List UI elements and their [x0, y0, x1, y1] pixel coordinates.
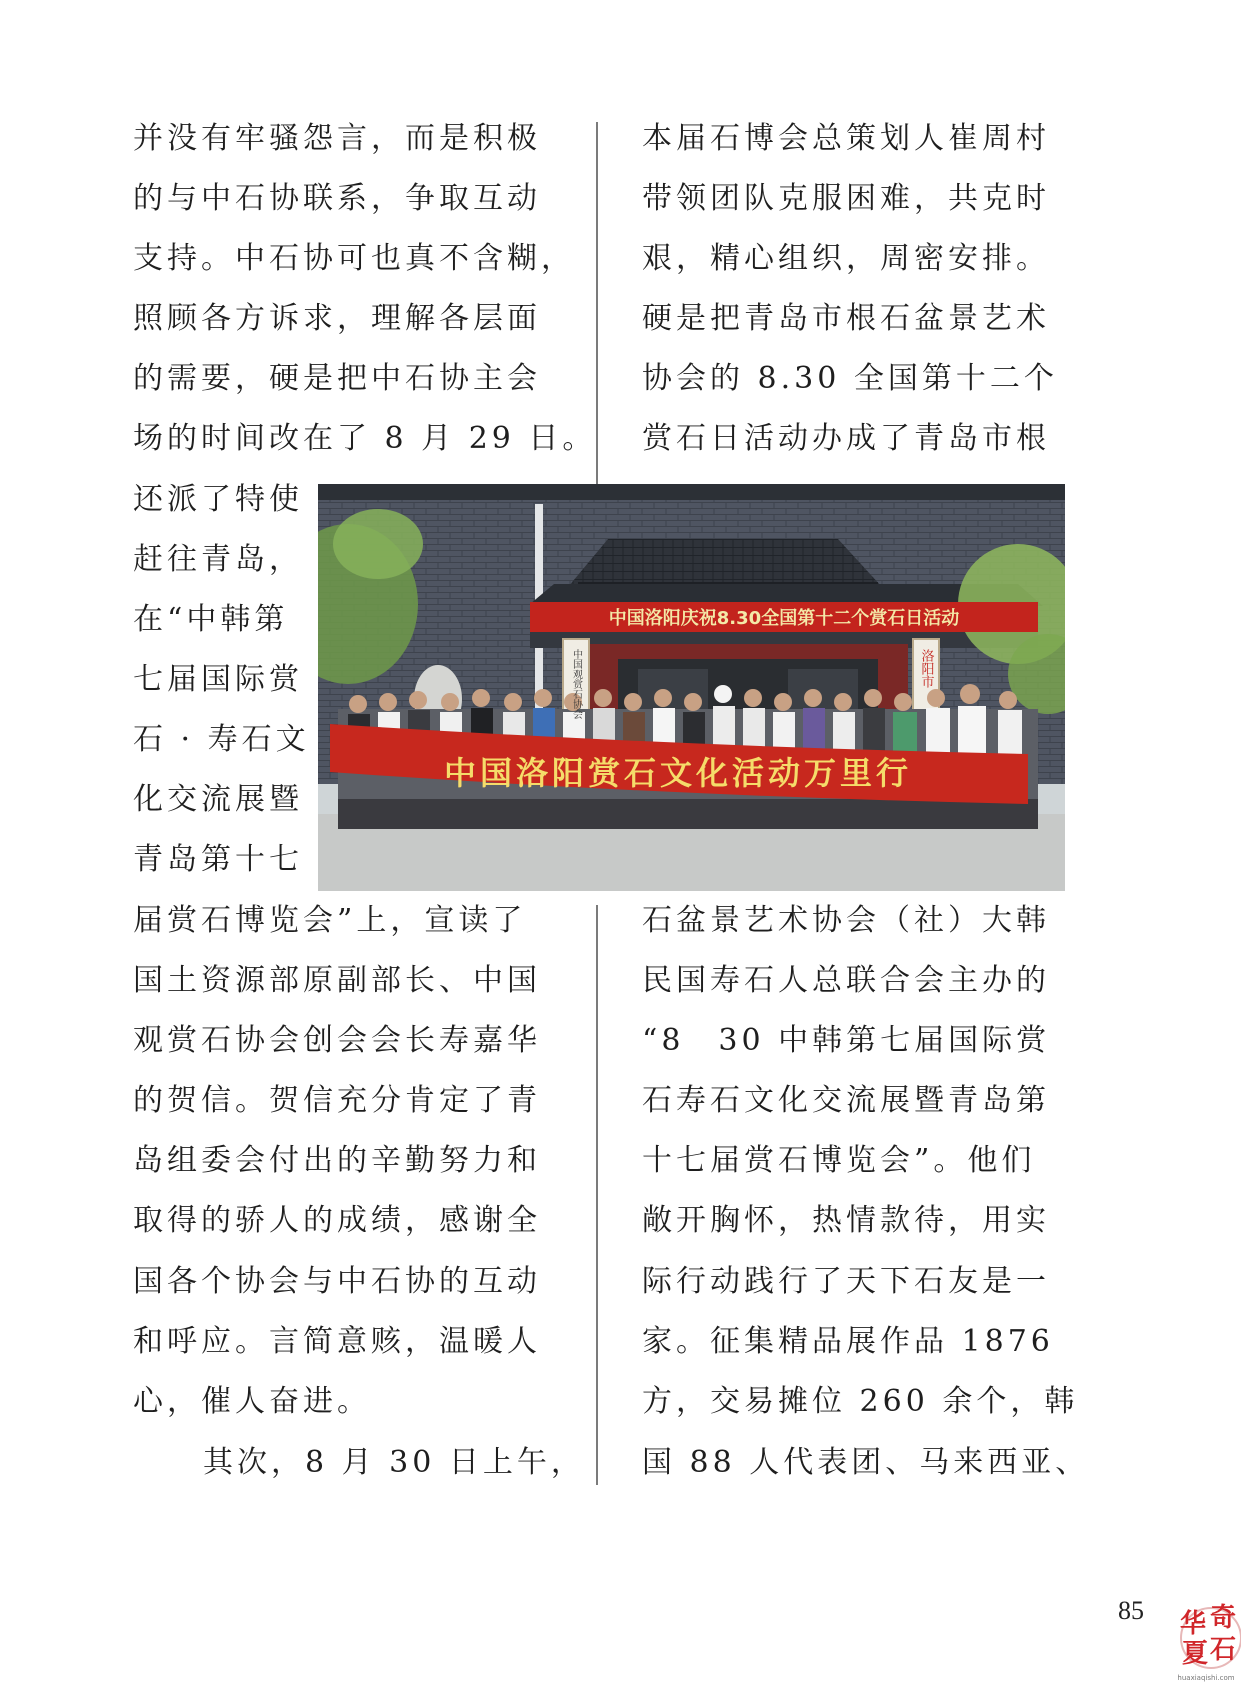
text-line: 家。征集精品展作品 1876	[642, 1324, 1054, 1359]
text-line: 的需要，硬是把中石协主会	[133, 361, 541, 396]
text-line: 七届国际赏	[133, 662, 303, 697]
text-line: 的与中石协联系，争取互动	[133, 181, 541, 216]
text-line: 带领团队克服困难，共克时	[642, 181, 1050, 216]
right-plaque-text: 洛阳市	[918, 649, 934, 688]
text-line: 心，催人奋进。	[133, 1384, 371, 1419]
text-line: 十七届赏石博览会”。他们	[642, 1143, 1036, 1178]
text-line: 支持。中石协可也真不含糊，	[133, 241, 575, 276]
text-line: 国各个协会与中石协的互动	[133, 1264, 541, 1299]
text-line: 还派了特使	[133, 482, 303, 517]
text-line: 的贺信。贺信充分肯定了青	[133, 1083, 541, 1118]
text-line: 石寿石文化交流展暨青岛第	[642, 1083, 1050, 1118]
watermark-char: 石	[1210, 1635, 1237, 1665]
text-line: 赏石日活动办成了青岛市根	[642, 421, 1050, 456]
text-line: 在“中韩第	[133, 602, 289, 637]
text-line: 协会的 8.30 全国第十二个	[642, 361, 1058, 396]
text-line: 民国寿石人总联合会主办的	[642, 963, 1050, 998]
text-line: 石盆景艺术协会（社）大韩	[642, 903, 1050, 938]
text-line: 敞开胸怀，热情款待，用实	[642, 1203, 1050, 1238]
watermark-seal	[1166, 1596, 1241, 1684]
text-line: 硬是把青岛市根石盆景艺术	[642, 301, 1050, 336]
watermark-char: 华	[1180, 1609, 1207, 1639]
text-line: 照顾各方诉求，理解各层面	[133, 301, 541, 336]
text-line: 并没有牢骚怨言，而是积极	[133, 121, 541, 156]
top-banner-text: 中国洛阳庆祝8.30全国第十二个赏石日活动	[608, 608, 960, 629]
watermark-url: huaxiaqishi.com	[1177, 1674, 1235, 1682]
text-line: 化交流展暨	[133, 782, 303, 817]
watermark-char: 夏	[1182, 1639, 1209, 1669]
group-photo	[318, 484, 1065, 891]
bottom-banner-text: 中国洛阳赏石文化活动万里行	[443, 754, 913, 792]
text-line: 岛组委会付出的辛勤努力和	[133, 1143, 541, 1178]
left-plaque-text: 中国观赏石协会	[570, 649, 582, 719]
text-line: 届赏石博览会”上，宣读了	[133, 903, 527, 938]
text-line: 青岛第十七	[133, 842, 303, 877]
text-line: 国土资源部原副部长、中国	[133, 963, 541, 998]
text-line: 赶往青岛，	[133, 542, 303, 577]
page-number: 85	[1118, 1596, 1144, 1625]
text-line: 取得的骄人的成绩，感谢全	[133, 1203, 541, 1238]
text-line: 方，交易摊位 260 余个，韩	[642, 1384, 1079, 1419]
text-line: 其次，8 月 30 日上午，	[203, 1445, 585, 1480]
column-divider	[596, 905, 598, 1485]
column-divider	[596, 122, 598, 484]
text-line: “8 30 中韩第七届国际赏	[642, 1023, 1051, 1058]
watermark-char: 奇	[1210, 1603, 1237, 1633]
text-line: 场的时间改在了 8 月 29 日。	[133, 421, 597, 456]
text-line: 和呼应。言简意赅，温暖人	[133, 1324, 541, 1359]
text-line: 国 88 人代表团、马来西亚、	[642, 1445, 1090, 1480]
text-line: 际行动践行了天下石友是一	[642, 1264, 1050, 1299]
text-line: 观赏石协会创会会长寿嘉华	[133, 1023, 541, 1058]
text-line: 艰，精心组织，周密安排。	[642, 241, 1050, 276]
text-line: 石 · 寿石文	[133, 722, 310, 757]
text-line: 本届石博会总策划人崔周村	[642, 121, 1050, 156]
